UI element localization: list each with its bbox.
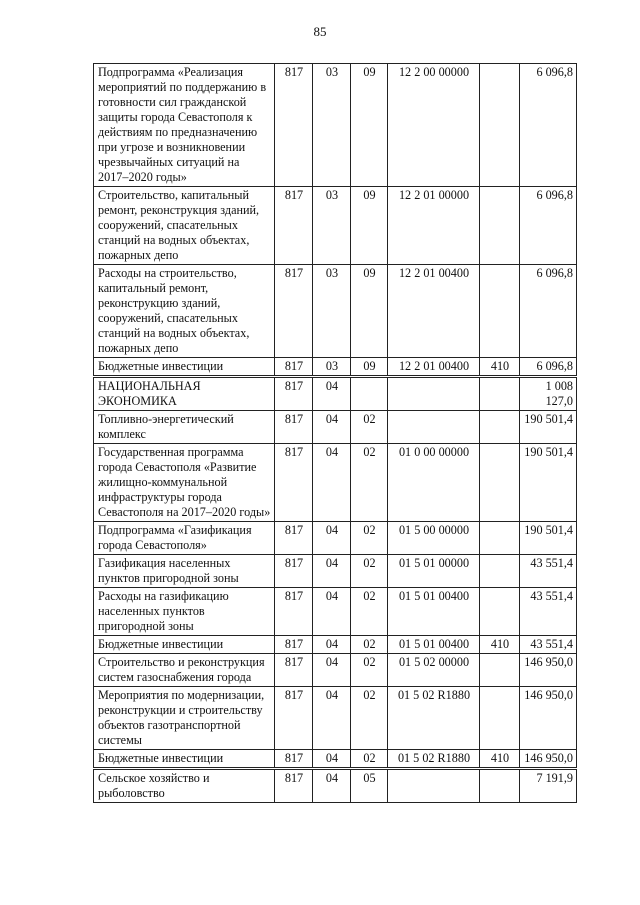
row-name: Расходы на газификацию населенных пунктов пригородной зоны	[94, 588, 275, 636]
row-expense-type: 410	[480, 750, 520, 769]
row-amount: 146 950,0	[520, 654, 577, 687]
row-ved-code: 817	[275, 358, 313, 377]
row-subsection-code: 09	[351, 187, 388, 265]
row-name: Подпрограмма «Газификация города Севастополя»	[94, 522, 275, 555]
table-row	[94, 769, 577, 803]
table-row	[94, 265, 577, 358]
row-expense-type	[480, 444, 520, 522]
page-number: 85	[313, 24, 327, 39]
row-subsection-code: 09	[351, 64, 388, 187]
row-expense-type	[480, 588, 520, 636]
row-name: НАЦИОНАЛЬНАЯ ЭКОНОМИКА	[94, 377, 275, 411]
row-target-article: 01 5 00 00000	[388, 522, 480, 555]
row-amount: 190 501,4	[520, 444, 577, 522]
row-amount: 190 501,4	[520, 411, 577, 444]
table-row	[94, 654, 577, 687]
row-amount: 1 008 127,0	[520, 377, 577, 411]
row-name: Строительство и реконструкция систем газоснабжения города	[94, 654, 275, 687]
row-expense-type	[480, 687, 520, 750]
row-subsection-code: 09	[351, 265, 388, 358]
table-row	[94, 687, 577, 750]
row-subsection-code: 02	[351, 636, 388, 654]
row-amount: 6 096,8	[520, 358, 577, 377]
row-ved-code: 817	[275, 444, 313, 522]
row-target-article	[388, 377, 480, 411]
row-amount: 6 096,8	[520, 64, 577, 187]
row-target-article: 12 2 01 00400	[388, 358, 480, 377]
row-ved-code: 817	[275, 636, 313, 654]
row-target-article: 01 5 01 00000	[388, 555, 480, 588]
row-section-code: 04	[313, 750, 351, 769]
row-subsection-code: 02	[351, 444, 388, 522]
row-section-code: 04	[313, 769, 351, 803]
row-name: Газификация населенных пунктов пригородной зоны	[94, 555, 275, 588]
row-target-article: 01 5 01 00400	[388, 588, 480, 636]
table-row	[94, 555, 577, 588]
table-row	[94, 588, 577, 636]
row-name: Мероприятия по модернизации, реконструкции и строительству объектов газотранспортной системы	[94, 687, 275, 750]
row-name: Строительство, капитальный ремонт, реконструкция зданий, сооружений, спасательных станций на водных объектах, пожарных депо	[94, 187, 275, 265]
row-name: Бюджетные инвестиции	[94, 636, 275, 654]
row-ved-code: 817	[275, 588, 313, 636]
row-ved-code: 817	[275, 769, 313, 803]
row-subsection-code	[351, 377, 388, 411]
row-amount: 43 551,4	[520, 555, 577, 588]
table-row	[94, 750, 577, 769]
row-name: Подпрограмма «Реализация мероприятий по поддержанию в готовности сил гражданской защиты города Севастополя к действиям по предназначению при угрозе и возникновении чрезвычайных ситуаций на 2017–2020 годы»	[94, 64, 275, 187]
table-row	[94, 358, 577, 377]
row-expense-type	[480, 187, 520, 265]
table-row	[94, 636, 577, 654]
row-section-code: 03	[313, 187, 351, 265]
row-section-code: 03	[313, 64, 351, 187]
row-expense-type	[480, 411, 520, 444]
row-target-article	[388, 411, 480, 444]
row-expense-type	[480, 769, 520, 803]
row-target-article: 01 5 02 R1880	[388, 687, 480, 750]
row-expense-type	[480, 64, 520, 187]
row-amount: 43 551,4	[520, 588, 577, 636]
row-subsection-code: 02	[351, 687, 388, 750]
row-name: Государственная программа города Севастополя «Развитие жилищно-коммунальной инфраструктуры города Севастополя на 2017–2020 годы»	[94, 444, 275, 522]
table-row	[94, 444, 577, 522]
row-amount: 6 096,8	[520, 187, 577, 265]
row-target-article: 01 5 01 00400	[388, 636, 480, 654]
row-ved-code: 817	[275, 411, 313, 444]
row-name: Бюджетные инвестиции	[94, 750, 275, 769]
table-row	[94, 187, 577, 265]
row-target-article: 01 5 02 R1880	[388, 750, 480, 769]
row-expense-type	[480, 555, 520, 588]
table-body	[94, 64, 577, 803]
row-amount: 7 191,9	[520, 769, 577, 803]
row-ved-code: 817	[275, 187, 313, 265]
row-expense-type	[480, 265, 520, 358]
row-name: Бюджетные инвестиции	[94, 358, 275, 377]
row-target-article: 12 2 01 00000	[388, 187, 480, 265]
table-row	[94, 411, 577, 444]
row-ved-code: 817	[275, 377, 313, 411]
row-target-article	[388, 769, 480, 803]
row-section-code: 04	[313, 588, 351, 636]
row-section-code: 04	[313, 377, 351, 411]
row-name: Сельское хозяйство и рыболовство	[94, 769, 275, 803]
table-row	[94, 522, 577, 555]
row-section-code: 03	[313, 358, 351, 377]
row-amount: 43 551,4	[520, 636, 577, 654]
row-expense-type: 410	[480, 636, 520, 654]
row-ved-code: 817	[275, 555, 313, 588]
row-expense-type	[480, 522, 520, 555]
row-section-code: 04	[313, 522, 351, 555]
row-subsection-code: 02	[351, 588, 388, 636]
row-target-article: 12 2 01 00400	[388, 265, 480, 358]
row-ved-code: 817	[275, 654, 313, 687]
row-expense-type	[480, 377, 520, 411]
row-section-code: 04	[313, 687, 351, 750]
row-amount: 146 950,0	[520, 687, 577, 750]
row-subsection-code: 05	[351, 769, 388, 803]
row-amount: 146 950,0	[520, 750, 577, 769]
row-section-code: 04	[313, 555, 351, 588]
row-subsection-code: 09	[351, 358, 388, 377]
row-section-code: 03	[313, 265, 351, 358]
row-ved-code: 817	[275, 265, 313, 358]
row-subsection-code: 02	[351, 411, 388, 444]
row-section-code: 04	[313, 636, 351, 654]
row-name: Расходы на строительство, капитальный ремонт, реконструкцию зданий, сооружений, спасательных станций на водных объектах, пожарных депо	[94, 265, 275, 358]
budget-table	[93, 63, 577, 803]
row-ved-code: 817	[275, 750, 313, 769]
row-section-code: 04	[313, 654, 351, 687]
row-subsection-code: 02	[351, 522, 388, 555]
row-expense-type: 410	[480, 358, 520, 377]
row-target-article: 01 5 02 00000	[388, 654, 480, 687]
row-ved-code: 817	[275, 522, 313, 555]
row-section-code: 04	[313, 444, 351, 522]
row-amount: 6 096,8	[520, 265, 577, 358]
row-name: Топливно-энергетический комплекс	[94, 411, 275, 444]
row-section-code: 04	[313, 411, 351, 444]
row-target-article: 01 0 00 00000	[388, 444, 480, 522]
row-subsection-code: 02	[351, 555, 388, 588]
row-subsection-code: 02	[351, 750, 388, 769]
table-row	[94, 64, 577, 187]
row-ved-code: 817	[275, 64, 313, 187]
row-amount: 190 501,4	[520, 522, 577, 555]
row-subsection-code: 02	[351, 654, 388, 687]
row-ved-code: 817	[275, 687, 313, 750]
table-row	[94, 377, 577, 411]
row-expense-type	[480, 654, 520, 687]
row-target-article: 12 2 00 00000	[388, 64, 480, 187]
